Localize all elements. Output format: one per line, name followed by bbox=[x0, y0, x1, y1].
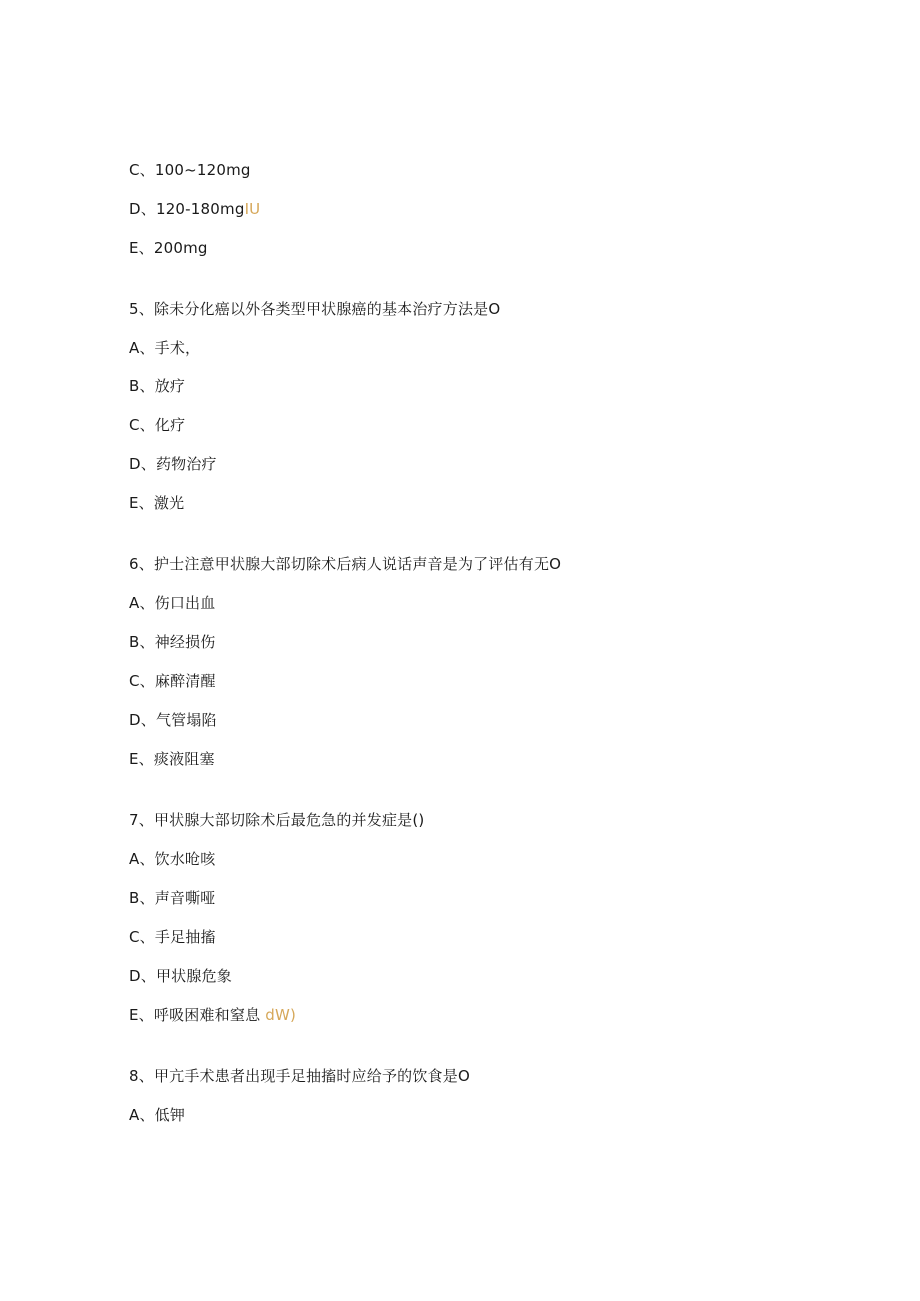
q5-option-a: A、手术， bbox=[129, 339, 201, 357]
q5-question: 5、除未分化癌以外各类型甲状腺癌的基本治疗方法是O bbox=[129, 300, 501, 318]
q4-option-d-text: D、120-180mg bbox=[129, 200, 245, 218]
q4-option-e: E、200mg bbox=[129, 239, 208, 257]
q4-option-d bbox=[129, 199, 260, 219]
q7-option-d: D、甲状腺危象 bbox=[129, 967, 232, 985]
q6-option-d: D、气管塌陷 bbox=[129, 711, 217, 729]
q7-option-c: C、手足抽搐 bbox=[129, 928, 216, 946]
q7-option-e-text: E、呼吸困难和窒息 bbox=[129, 1006, 261, 1024]
q5-option-e: E、激光 bbox=[129, 494, 185, 512]
q6-option-c: C、麻醉清醒 bbox=[129, 672, 216, 690]
q7-option-a: A、饮水呛咳 bbox=[129, 850, 216, 868]
q5-option-b: B、放疗 bbox=[129, 377, 186, 395]
q6-option-e: E、痰液阻塞 bbox=[129, 750, 215, 768]
q7-option-e-mark: dW) bbox=[265, 1006, 297, 1024]
q4-option-d-mark: IU bbox=[244, 200, 261, 218]
q5-option-d: D、药物治疗 bbox=[129, 455, 217, 473]
q6-option-b: B、神经损伤 bbox=[129, 633, 216, 651]
q8-option-a: A、低钾 bbox=[129, 1106, 186, 1124]
q5-option-c: C、化疗 bbox=[129, 416, 186, 434]
q7-option-b: B、声音嘶哑 bbox=[129, 889, 216, 907]
q6-option-a: A、伤口出血 bbox=[129, 594, 216, 612]
q7-option-e bbox=[129, 1005, 296, 1025]
q4-option-c: C、100~120mg bbox=[129, 161, 251, 179]
q8-question: 8、甲亢手术患者出现手足抽搐时应给予的饮食是O bbox=[129, 1067, 470, 1085]
q6-question: 6、护士注意甲状腺大部切除术后病人说话声音是为了评估有无O bbox=[129, 555, 562, 573]
q7-question: 7、甲状腺大部切除术后最危急的并发症是() bbox=[129, 811, 425, 829]
